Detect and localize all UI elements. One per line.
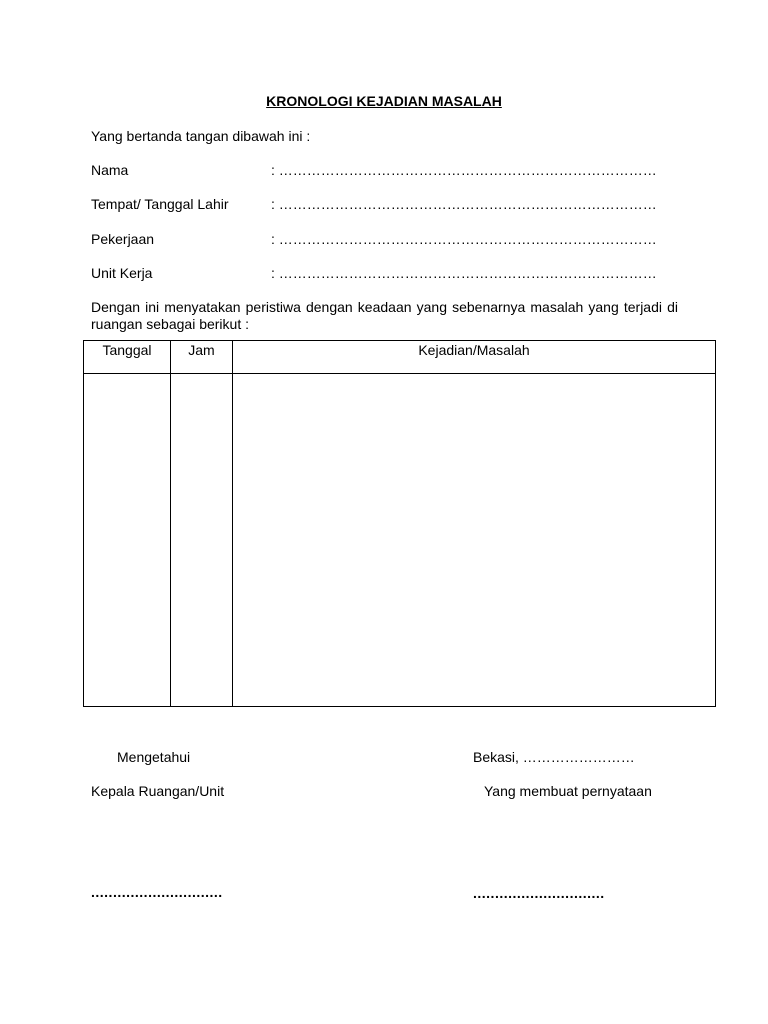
table-header-row (84, 341, 716, 374)
header-kejadian-masalah: Kejadian/Masalah (233, 341, 716, 374)
table-row (84, 374, 716, 707)
field-label-pekerjaan: Pekerjaan (91, 231, 155, 247)
intro-text: Yang bertanda tangan dibawah ini : (91, 128, 311, 144)
signature-left-caption: Mengetahui (117, 749, 191, 765)
field-value-nama: : ……………………………………………………………………… (271, 162, 657, 178)
signature-place-date: Bekasi, …………………… (473, 749, 635, 765)
cell-jam (171, 374, 233, 707)
signature-right-line: .............................. (473, 885, 605, 901)
cell-kejadian-masalah (233, 374, 716, 707)
header-tanggal: Tanggal (84, 341, 171, 374)
signature-left-role: Kepala Ruangan/Unit (91, 783, 225, 799)
field-value-unit-kerja: : ……………………………………………………………………… (271, 265, 657, 281)
document-title: KRONOLOGI KEJADIAN MASALAH (266, 93, 502, 109)
field-label-nama: Nama (91, 162, 129, 178)
field-value-pekerjaan: : ……………………………………………………………………… (271, 231, 657, 247)
field-label-tempat-tanggal-lahir: Tempat/ Tanggal Lahir (91, 196, 229, 212)
chronology-table (83, 340, 716, 707)
header-jam: Jam (171, 341, 233, 374)
statement-text: Dengan ini menyatakan peristiwa dengan keadaan yang sebenarnya masalah yang terjadi di ruangan sebagai berikut : (91, 299, 678, 332)
signature-left-line: .............................. (91, 884, 223, 900)
cell-tanggal (84, 374, 171, 707)
field-label-unit-kerja: Unit Kerja (91, 265, 153, 281)
signature-right-role: Yang membuat pernyataan (484, 783, 652, 799)
field-value-tempat-tanggal-lahir: : ……………………………………………………………………… (271, 196, 657, 212)
